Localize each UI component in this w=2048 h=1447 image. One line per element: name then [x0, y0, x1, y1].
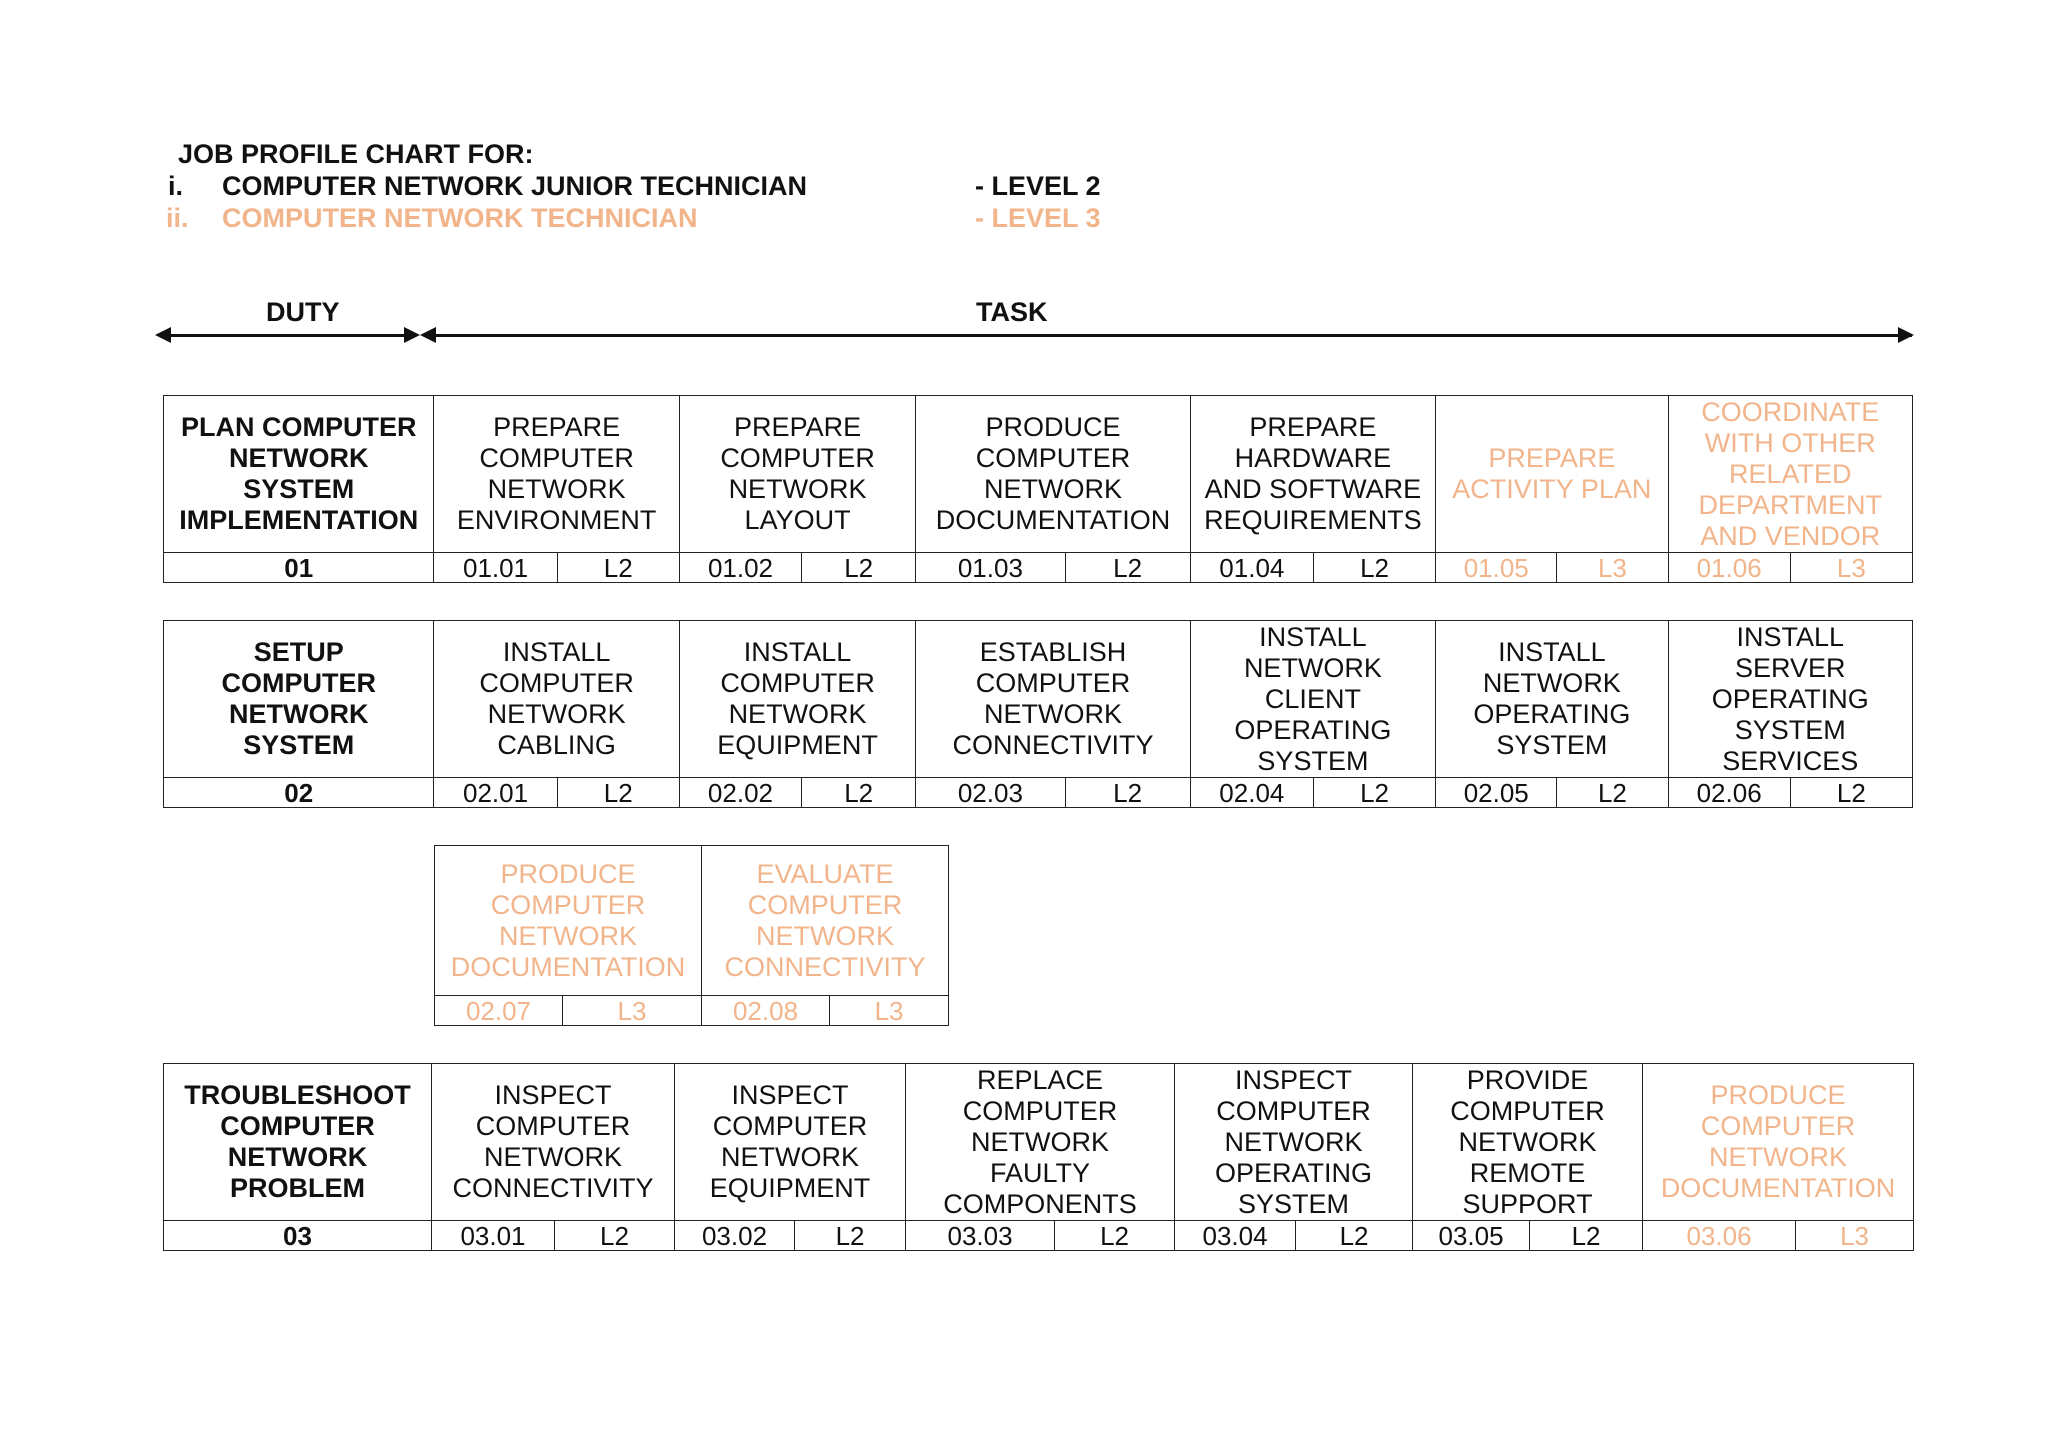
duty-row-01	[163, 395, 1913, 583]
task-cell: PRODUCE COMPUTER NETWORK DOCUMENTATION	[1643, 1064, 1914, 1221]
duty-code: 03	[164, 1221, 432, 1251]
task-code: 01.04	[1190, 553, 1313, 583]
task-level: L2	[1790, 778, 1912, 808]
task-code: 03.05	[1413, 1221, 1530, 1251]
task-cell: PREPARE COMPUTER NETWORK LAYOUT	[679, 396, 915, 553]
task-cell: PRODUCE COMPUTER NETWORK DOCUMENTATION	[916, 396, 1190, 553]
profile-2-name: COMPUTER NETWORK TECHNICIAN	[222, 203, 698, 233]
task-level: L2	[555, 1221, 675, 1251]
task-cell: INSTALL NETWORK CLIENT OPERATING SYSTEM	[1190, 621, 1435, 778]
task-cell: PROVIDE COMPUTER NETWORK REMOTE SUPPORT	[1413, 1064, 1643, 1221]
task-axis-label: TASK	[976, 297, 1048, 327]
task-code: 03.06	[1643, 1221, 1796, 1251]
task-cell: INSTALL NETWORK OPERATING SYSTEM	[1436, 621, 1668, 778]
task-cell: PREPARE COMPUTER NETWORK ENVIRONMENT	[434, 396, 679, 553]
task-code: 02.03	[916, 778, 1065, 808]
task-level: L2	[1530, 1221, 1643, 1251]
duty-cell: PLAN COMPUTER NETWORK SYSTEM IMPLEMENTATION	[164, 396, 434, 553]
task-level: L2	[1065, 778, 1190, 808]
task-code: 02.07	[435, 996, 563, 1026]
task-code: 02.02	[679, 778, 801, 808]
profile-1-number: i.	[168, 171, 184, 201]
task-cell: COORDINATE WITH OTHER RELATED DEPARTMENT AND VENDOR	[1668, 396, 1912, 553]
task-code: 02.06	[1668, 778, 1790, 808]
task-cell: INSPECT COMPUTER NETWORK OPERATING SYSTEM	[1175, 1064, 1413, 1221]
task-code: 02.01	[434, 778, 557, 808]
task-code: 02.08	[702, 996, 830, 1026]
task-code: 01.06	[1668, 553, 1790, 583]
task-cell: PREPARE ACTIVITY PLAN	[1436, 396, 1668, 553]
duty-cell: TROUBLESHOOT COMPUTER NETWORK PROBLEM	[164, 1064, 432, 1221]
task-code: 03.04	[1175, 1221, 1296, 1251]
task-level: L2	[795, 1221, 906, 1251]
task-level: L2	[1313, 553, 1435, 583]
task-level: L2	[802, 553, 916, 583]
task-code: 03.01	[432, 1221, 555, 1251]
task-cell: EVALUATE COMPUTER NETWORK CONNECTIVITY	[702, 846, 949, 996]
chart-title: JOB PROFILE CHART FOR:	[178, 139, 534, 169]
task-level: L2	[557, 778, 679, 808]
task-level: L2	[557, 553, 679, 583]
task-code: 01.02	[679, 553, 801, 583]
task-code: 02.04	[1190, 778, 1313, 808]
task-cell: ESTABLISH COMPUTER NETWORK CONNECTIVITY	[916, 621, 1190, 778]
duty-code: 02	[164, 778, 434, 808]
task-cell: INSTALL SERVER OPERATING SYSTEM SERVICES	[1668, 621, 1912, 778]
task-code: 01.01	[434, 553, 557, 583]
duty-code: 01	[164, 553, 434, 583]
duty-axis-label: DUTY	[266, 297, 340, 327]
task-cell: INSPECT COMPUTER NETWORK EQUIPMENT	[675, 1064, 906, 1221]
task-level: L2	[1065, 553, 1190, 583]
task-level: L2	[1557, 778, 1668, 808]
profile-1-name: COMPUTER NETWORK JUNIOR TECHNICIAN	[222, 171, 807, 201]
task-cell: PREPARE HARDWARE AND SOFTWARE REQUIREMENTS	[1190, 396, 1435, 553]
task-cell: PRODUCE COMPUTER NETWORK DOCUMENTATION	[435, 846, 702, 996]
task-level: L3	[1796, 1221, 1914, 1251]
task-cell: REPLACE COMPUTER NETWORK FAULTY COMPONENTS	[906, 1064, 1175, 1221]
task-level: L3	[1790, 553, 1912, 583]
profile-2-level: - LEVEL 3	[975, 203, 1101, 233]
task-cell: INSPECT COMPUTER NETWORK CONNECTIVITY	[432, 1064, 675, 1221]
profile-1-level: - LEVEL 2	[975, 171, 1101, 201]
profile-2-number: ii.	[166, 203, 189, 233]
task-cell: INSTALL COMPUTER NETWORK EQUIPMENT	[679, 621, 915, 778]
task-level: L2	[1296, 1221, 1413, 1251]
task-level: L2	[1313, 778, 1435, 808]
task-level: L2	[1055, 1221, 1175, 1251]
task-code: 01.05	[1436, 553, 1557, 583]
duty-row-02-extra	[434, 845, 949, 1026]
task-code: 01.03	[916, 553, 1065, 583]
duty-row-03	[163, 1063, 1914, 1251]
duty-cell: SETUP COMPUTER NETWORK SYSTEM	[164, 621, 434, 778]
task-cell: INSTALL COMPUTER NETWORK CABLING	[434, 621, 679, 778]
task-code: 02.05	[1436, 778, 1557, 808]
duty-row-02	[163, 620, 1913, 808]
task-level: L3	[830, 996, 949, 1026]
task-level: L3	[1557, 553, 1668, 583]
task-level: L2	[802, 778, 916, 808]
task-code: 03.02	[675, 1221, 795, 1251]
task-code: 03.03	[906, 1221, 1055, 1251]
task-level: L3	[563, 996, 702, 1026]
